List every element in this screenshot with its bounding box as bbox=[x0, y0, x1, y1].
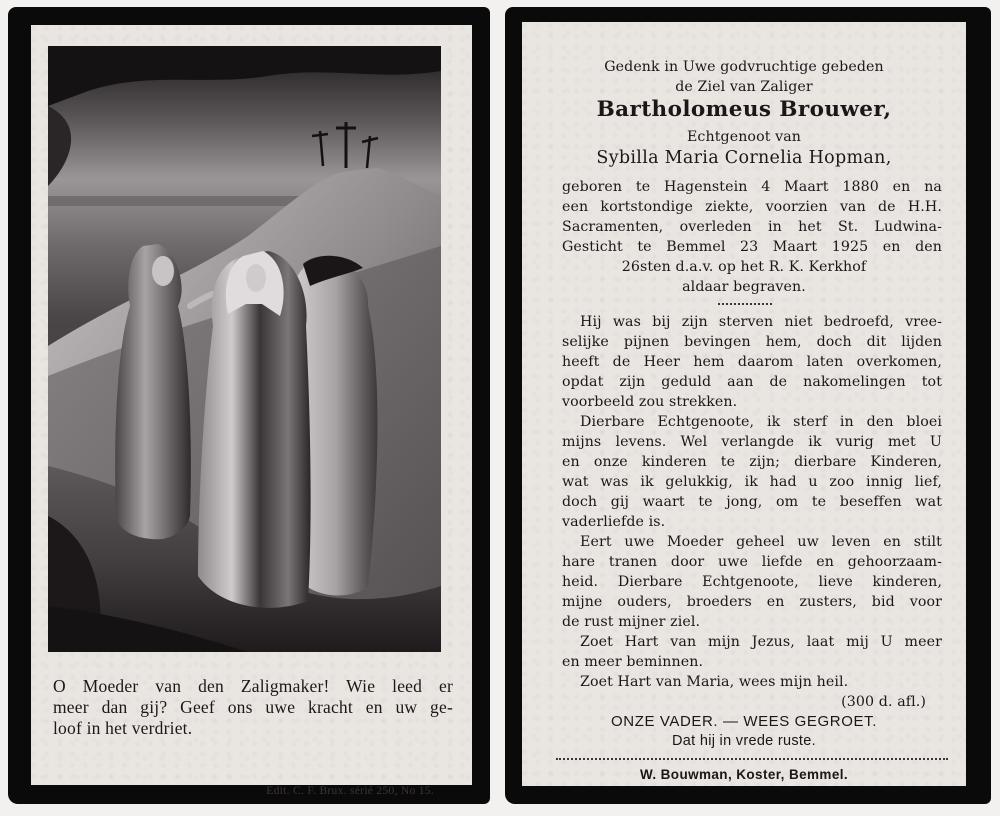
deceased-name: Bartholomeus Brouwer, bbox=[596, 97, 892, 122]
bio-line: Sacramenten, overleden in het St. Ludwina- bbox=[562, 219, 942, 235]
body-line: en meer beminnen. bbox=[562, 654, 704, 670]
printer-line: W. Bouwman, Koster, Bemmel. bbox=[639, 767, 849, 782]
prayer-text bbox=[53, 676, 453, 739]
body-line: wat was ik gelukkig, ik had u zoo innig lief, bbox=[562, 474, 942, 490]
card-paper bbox=[522, 22, 966, 786]
bio-line: aldaar begraven. bbox=[682, 279, 806, 295]
body-line: Zoet Hart van mijn Jezus, laat mij U meer bbox=[580, 634, 942, 650]
prayers-line: ONZE VADER. — WEES GEGROET. bbox=[611, 713, 877, 730]
edition-note: Edit. C. F. Brux. sérié 250, No 15. bbox=[266, 785, 434, 797]
body-line: Zoet Hart van Maria, wees mijn heil. bbox=[580, 674, 849, 690]
spouse-intro: Echtgenoot van bbox=[686, 129, 802, 145]
bio-line: een kortstondige ziekte, voorzien van de H.H. bbox=[562, 199, 942, 215]
calvary-painting bbox=[48, 46, 441, 652]
body-line: heid. Dierbare Echtgenoote, lieve kinderen, bbox=[562, 574, 942, 590]
body-line: vaderliefde is. bbox=[562, 514, 666, 530]
body-line: voorbeeld zou strekken. bbox=[562, 394, 738, 410]
body-line: mijne ouders, broeders en zusters, bid voor bbox=[562, 594, 942, 610]
memorial-card-front bbox=[8, 7, 490, 804]
painting-image bbox=[48, 46, 441, 652]
body-line: de rust mijner ziel. bbox=[562, 614, 701, 630]
divider bbox=[556, 758, 948, 760]
intro-line: de Ziel van Zaliger bbox=[675, 79, 813, 95]
body-line: en onze kinderen te zijn; dierbare Kinderen, bbox=[562, 454, 942, 470]
body-line: Hij was bij zijn sterven niet bedroefd, vree- bbox=[580, 314, 942, 330]
intro-line: Gedenk in Uwe godvruchtige gebeden bbox=[604, 59, 884, 75]
body-line: mijns levens. Wel verlangde ik vurig met U bbox=[562, 434, 942, 450]
bio-line: 26sten d.a.v. op het R. K. Kerkhof bbox=[621, 259, 867, 275]
body-line: Dierbare Echtgenoote, ik sterf in den bloei bbox=[580, 414, 942, 430]
memorial-card-back bbox=[505, 7, 991, 804]
body-line: Eert uwe Moeder geheel uw leven en stilt bbox=[580, 534, 942, 550]
body-line: doch gij waart te jong, om te beseffen wat bbox=[562, 494, 942, 510]
body-line: hare tranen door uwe liefde en gehoorzaam- bbox=[562, 554, 942, 570]
prayer-line: O Moeder van den Zaligmaker! Wie leed er bbox=[53, 676, 453, 696]
divider bbox=[718, 303, 772, 305]
spouse-name: Sybilla Maria Cornelia Hopman, bbox=[596, 148, 892, 168]
body-line: heeft de Heer hem daarom laten overkomen, bbox=[562, 354, 942, 370]
closing-line: Dat hij in vrede ruste. bbox=[672, 733, 816, 749]
body-line: selijke pijnen bevingen hem, doch dit lijden bbox=[562, 334, 942, 350]
bio-line: geboren te Hagenstein 4 Maart 1880 en na bbox=[562, 179, 942, 195]
indulgence-note: (300 d. afl.) bbox=[841, 694, 926, 710]
prayer-line: meer dan gij? Geef ons uwe kracht en uw ge- bbox=[53, 697, 453, 717]
card-paper bbox=[31, 25, 472, 797]
body-line: opdat zijn geduld aan de nakomelingen tot bbox=[562, 374, 942, 390]
bio-line: Gesticht te Bemmel 23 Maart 1925 en den bbox=[562, 239, 942, 255]
prayer-line: loof in het verdriet. bbox=[53, 718, 193, 738]
